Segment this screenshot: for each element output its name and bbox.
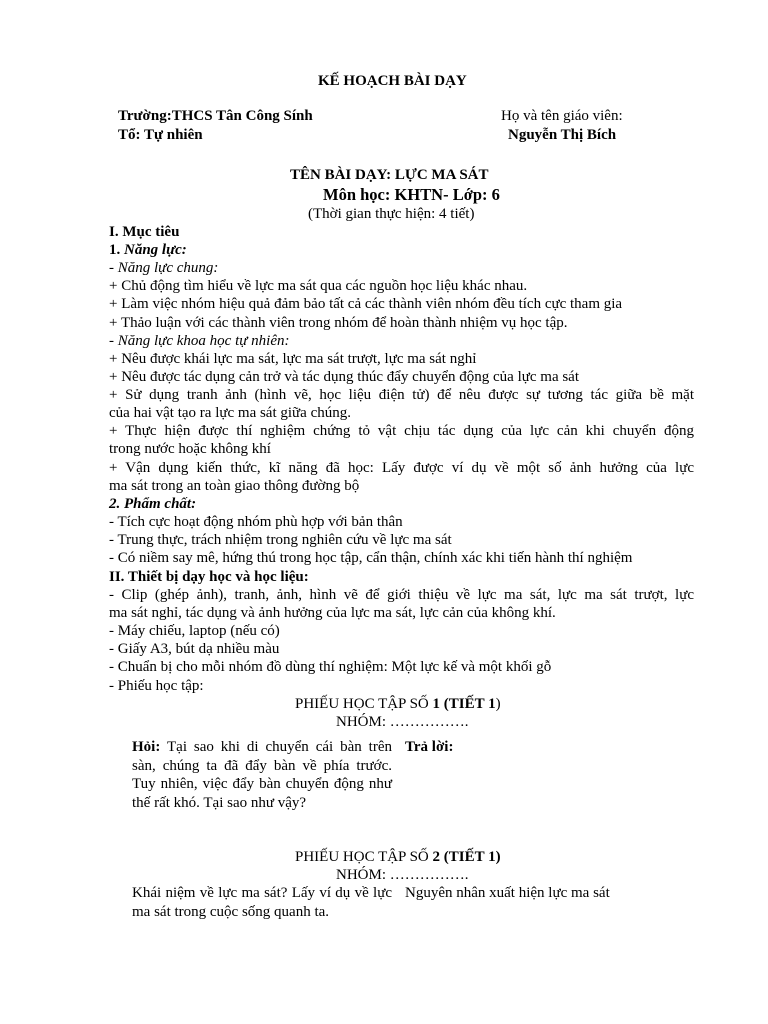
science-competence-label: - Năng lực khoa học tự nhiên: — [109, 333, 290, 349]
document-title: KẾ HOẠCH BÀI DẠY — [318, 73, 467, 89]
subsection-number: 1. — [109, 242, 121, 258]
group-line: Tổ: Tự nhiên — [118, 127, 203, 143]
lesson-duration: (Thời gian thực hiện: 4 tiết) — [308, 206, 475, 222]
science-item-1: + Nêu được khái lực ma sát, lực ma sát trượt, lực ma sát nghỉ — [109, 351, 477, 367]
equipment-clip-line-2: ma sát nghỉ, tác dụng và ảnh hưởng của lực ma sát, lực cản của không khí. — [109, 605, 556, 621]
section-2-heading: II. Thiết bị dạy học và học liệu: — [109, 569, 309, 585]
worksheet-1-question — [132, 738, 392, 812]
science-item-3-line-2: của hai vật tạo ra lực ma sát giữa chúng. — [109, 405, 351, 421]
science-item-4-line-2: trong nước hoặc không khí — [109, 441, 271, 457]
general-item-2: + Làm việc nhóm hiệu quả đảm bảo tất cả các thành viên nhóm đều tích cực tham gia — [109, 296, 623, 312]
worksheet-1-title-plain: PHIẾU HỌC TẬP SỐ — [295, 696, 433, 712]
science-item-3-line-1: + Sử dụng tranh ảnh (hình vẽ, học liệu điện tử) để nêu được sự tương tác giữa bề mặt — [109, 387, 694, 403]
quality-item-3: - Có niềm say mê, hứng thú trong học tập, cẩn thận, chính xác khi tiến hành thí nghiệm — [109, 550, 633, 566]
subsection-competence — [109, 241, 187, 259]
subsection-title: Năng lực: — [124, 242, 187, 258]
school-name: THCS Tân Công Sính — [171, 108, 313, 124]
worksheet-2-left-cell: Khái niệm về lực ma sát? Lấy ví dụ về lực ma sát trong cuộc sống quanh ta. — [132, 885, 392, 920]
lesson-title: TÊN BÀI DẠY: LỰC MA SÁT — [290, 167, 489, 183]
worksheet-1-title-end: ) — [495, 696, 501, 712]
worksheet-1-title — [295, 695, 501, 713]
quality-item-1: - Tích cực hoạt động nhóm phù hợp với bản thân — [109, 514, 403, 530]
equipment-item-1: - Máy chiếu, laptop (nếu có) — [109, 623, 280, 639]
worksheet-1-group: NHÓM: ……………. — [336, 714, 469, 730]
teacher-name: Nguyễn Thị Bích — [508, 127, 617, 143]
section-1-heading: I. Mục tiêu — [109, 224, 180, 240]
general-item-1: + Chủ động tìm hiểu về lực ma sát qua các nguồn học liệu khác nhau. — [109, 278, 528, 294]
equipment-clip-line-1: - Clip (ghép ảnh), tranh, ảnh, hình vẽ để giới thiệu về lực ma sát, lực ma sát trượt, lực — [109, 587, 694, 603]
lesson-subject: Môn học: KHTN- Lớp: 6 — [323, 185, 500, 204]
worksheet-2-title — [295, 848, 501, 866]
general-item-3: + Thảo luận với các thành viên trong nhóm để hoàn thành nhiệm vụ học tập. — [109, 315, 568, 331]
worksheet-1-answer-label: Trả lời: — [405, 739, 454, 755]
quality-heading: 2. Phẩm chất: — [109, 496, 197, 512]
question-label: Hỏi: — [132, 739, 161, 755]
general-competence-label: - Năng lực chung: — [109, 260, 219, 276]
science-item-2: + Nêu được tác dụng cản trở và tác dụng thúc đẩy chuyển động của lực ma sát — [109, 369, 580, 385]
equipment-item-4: - Phiếu học tập: — [109, 678, 204, 694]
worksheet-2-group: NHÓM: ……………. — [336, 867, 469, 883]
equipment-item-2: - Giấy A3, bút dạ nhiều màu — [109, 641, 280, 657]
worksheet-2-title-bold: 2 (TIẾT 1) — [432, 849, 501, 865]
equipment-item-3: - Chuẩn bị cho mỗi nhóm đồ dùng thí nghiệm: Một lực kế và một khối gỗ — [109, 659, 552, 675]
science-item-5-line-2: ma sát trong an toàn giao thông đường bộ — [109, 478, 360, 494]
worksheet-2-right-cell: Nguyên nhân xuất hiện lực ma sát — [405, 885, 610, 901]
question-text: Tại sao khi di chuyển cái bàn trên sàn, chúng ta đã đẩy bàn về phía trước. Tuy nhiên, việc đẩy bàn chuyển động như thế rất khó. Tại sao như vậy? — [132, 739, 392, 811]
science-item-4-line-1: + Thực hiện được thí nghiệm chứng tỏ vật chịu tác dụng của lực cản khi chuyển động — [109, 423, 694, 439]
science-item-5-line-1: + Vận dụng kiến thức, kĩ năng đã học: Lấy được ví dụ về một số ảnh hưởng của lực — [109, 460, 694, 476]
worksheet-1-title-bold: 1 (TIẾT 1 — [432, 696, 496, 712]
school-label: Trường: — [118, 108, 172, 124]
teacher-label: Họ và tên giáo viên: — [501, 108, 623, 124]
school-line — [118, 107, 313, 125]
quality-item-2: - Trung thực, trách nhiệm trong nghiên cứu về lực ma sát — [109, 532, 452, 548]
worksheet-2-title-plain: PHIẾU HỌC TẬP SỐ — [295, 849, 433, 865]
